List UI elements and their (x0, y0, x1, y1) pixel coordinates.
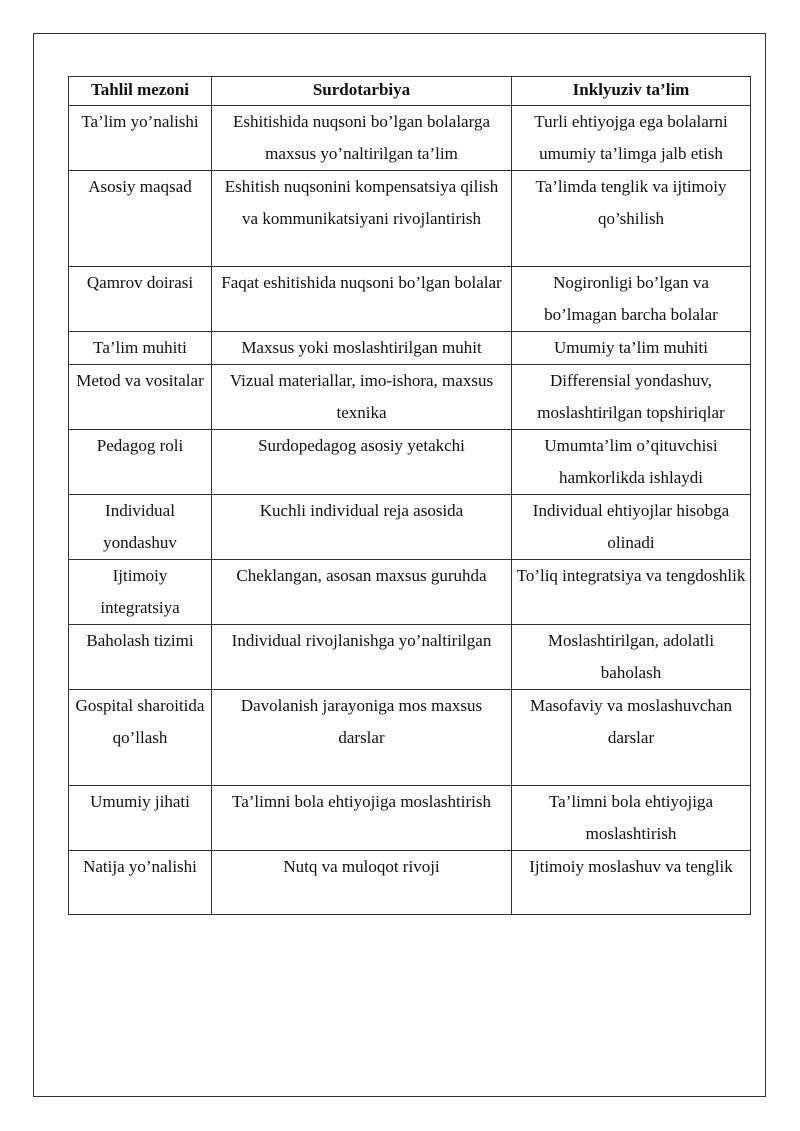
cell-surdo: Kuchli individual reja asosida (212, 495, 512, 560)
cell-criterion: Gospital sharoitida qo’llash (69, 690, 212, 786)
cell-inclusive: Individual ehtiyojlar hisobga olinadi (512, 495, 751, 560)
cell-inclusive: Moslashtirilgan, adolatli baholash (512, 625, 751, 690)
table-row (69, 625, 751, 690)
cell-inclusive: Differensial yondashuv, moslashtirilgan topshiriqlar (512, 365, 751, 430)
cell-criterion: Pedagog roli (69, 430, 212, 495)
cell-inclusive: Nogironligi bo’lgan va bo’lmagan barcha bolalar (512, 267, 751, 332)
cell-criterion: Baholash tizimi (69, 625, 212, 690)
cell-surdo: Eshitish nuqsonini kompensatsiya qilish va kommunikatsiyani rivojlantirish (212, 171, 512, 267)
cell-criterion: Ta’lim muhiti (69, 332, 212, 365)
cell-surdo: Vizual materiallar, imo-ishora, maxsus texnika (212, 365, 512, 430)
cell-criterion: Ijtimoiy integratsiya (69, 560, 212, 625)
table-row (69, 560, 751, 625)
cell-surdo: Individual rivojlanishga yo’naltirilgan (212, 625, 512, 690)
cell-inclusive: Ta’limni bola ehtiyojiga moslashtirish (512, 786, 751, 851)
cell-criterion: Metod va vositalar (69, 365, 212, 430)
cell-surdo: Ta’limni bola ehtiyojiga moslashtirish (212, 786, 512, 851)
cell-inclusive: Umumta’lim o’qituvchisi hamkorlikda ishlaydi (512, 430, 751, 495)
cell-criterion: Qamrov doirasi (69, 267, 212, 332)
cell-inclusive: Turli ehtiyojga ega bolalarni umumiy ta’limga jalb etish (512, 106, 751, 171)
header-criterion: Tahlil mezoni (69, 77, 212, 106)
cell-inclusive: Umumiy ta’lim muhiti (512, 332, 751, 365)
table-row (69, 332, 751, 365)
table-row (69, 365, 751, 430)
cell-surdo: Davolanish jarayoniga mos maxsus darslar (212, 690, 512, 786)
cell-criterion: Individual yondashuv (69, 495, 212, 560)
table-row (69, 430, 751, 495)
cell-inclusive: Ijtimoiy moslashuv va tenglik (512, 851, 751, 915)
cell-criterion: Natija yo’nalishi (69, 851, 212, 915)
header-inclusive: Inklyuziv ta’lim (512, 77, 751, 106)
cell-criterion: Umumiy jihati (69, 786, 212, 851)
cell-surdo: Nutq va muloqot rivoji (212, 851, 512, 915)
cell-surdo: Cheklangan, asosan maxsus guruhda (212, 560, 512, 625)
cell-inclusive: Masofaviy va moslashuvchan darslar (512, 690, 751, 786)
header-surdo: Surdotarbiya (212, 77, 512, 106)
table-row (69, 495, 751, 560)
table-row (69, 851, 751, 915)
cell-surdo: Maxsus yoki moslashtirilgan muhit (212, 332, 512, 365)
table-row (69, 786, 751, 851)
table-row (69, 171, 751, 267)
cell-criterion: Asosiy maqsad (69, 171, 212, 267)
cell-surdo: Eshitishida nuqsoni bo’lgan bolalarga maxsus yo’naltirilgan ta’lim (212, 106, 512, 171)
cell-inclusive: To’liq integratsiya va tengdoshlik (512, 560, 751, 625)
comparison-table (68, 76, 751, 915)
table-header-row (69, 77, 751, 106)
cell-surdo: Surdopedagog asosiy yetakchi (212, 430, 512, 495)
table-row (69, 267, 751, 332)
cell-surdo: Faqat eshitishida nuqsoni bo’lgan bolalar (212, 267, 512, 332)
cell-criterion: Ta’lim yo’nalishi (69, 106, 212, 171)
table-row (69, 690, 751, 786)
cell-inclusive: Ta’limda tenglik va ijtimoiy qo’shilish (512, 171, 751, 267)
table-row (69, 106, 751, 171)
